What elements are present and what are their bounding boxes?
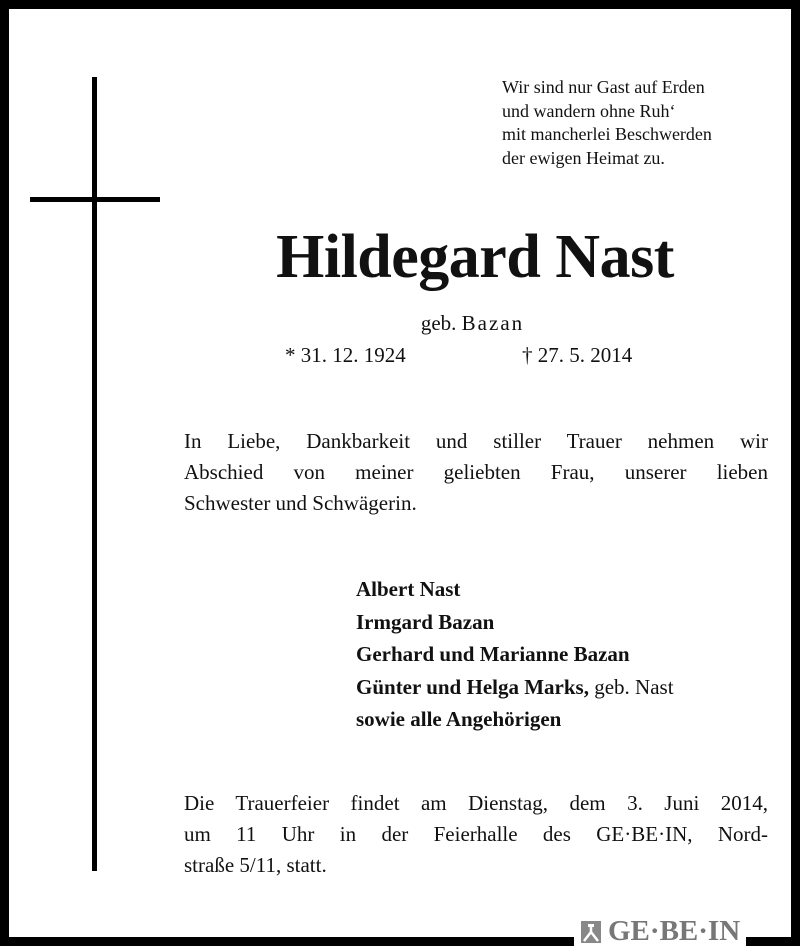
poem-line: Wir sind nur Gast auf Erden [502, 77, 705, 97]
message-line: Abschied von meiner geliebten Frau, unserer lieben [184, 460, 768, 484]
message-line: Schwester und Schwägerin. [184, 491, 417, 515]
death-date: † 27. 5. 2014 [522, 343, 633, 367]
nee-prefix: geb. [420, 311, 457, 335]
funeral-line: Die Trauerfeier findet am Dienstag, dem 3. Juni 2014, [184, 791, 768, 815]
funeral-info [184, 788, 768, 881]
deceased-name: Hildegard Nast [276, 223, 674, 291]
message [184, 426, 768, 519]
message-line: In Liebe, Dankbarkeit und stiller Trauer nehmen wir [184, 429, 768, 453]
mourner: Irmgard Bazan [356, 609, 495, 634]
mourner-name: Günter und Helga Marks, [356, 674, 589, 699]
mourner: Gerhard und Marianne Bazan [356, 642, 630, 666]
mourner [356, 671, 674, 704]
mourners [356, 573, 674, 736]
mourner: Albert Nast [356, 577, 461, 601]
cross-icon-horizontal [30, 197, 160, 202]
poem-line: und wandern ohne Ruh‘ [502, 100, 676, 121]
maiden-name: Bazan [461, 311, 525, 335]
logo-icon [580, 920, 602, 944]
birth-date: * 31. 12. 1924 [285, 343, 406, 367]
poem-line: der ewigen Heimat zu. [502, 147, 665, 168]
mourner: sowie alle Angehörigen [356, 707, 562, 731]
logo-text: GE·BE·IN [608, 915, 741, 947]
funeral-line: um 11 Uhr in der Feierhalle des GE·BE·IN, Nord- [184, 822, 768, 846]
mourner-nee: geb. Nast [588, 674, 674, 699]
funeral-line: straße 5/11, statt. [184, 853, 327, 877]
maiden-name-line [0, 311, 800, 336]
gebein-logo [574, 914, 746, 946]
poem [502, 76, 712, 170]
poem-line: mit mancherlei Beschwerden [502, 124, 712, 144]
